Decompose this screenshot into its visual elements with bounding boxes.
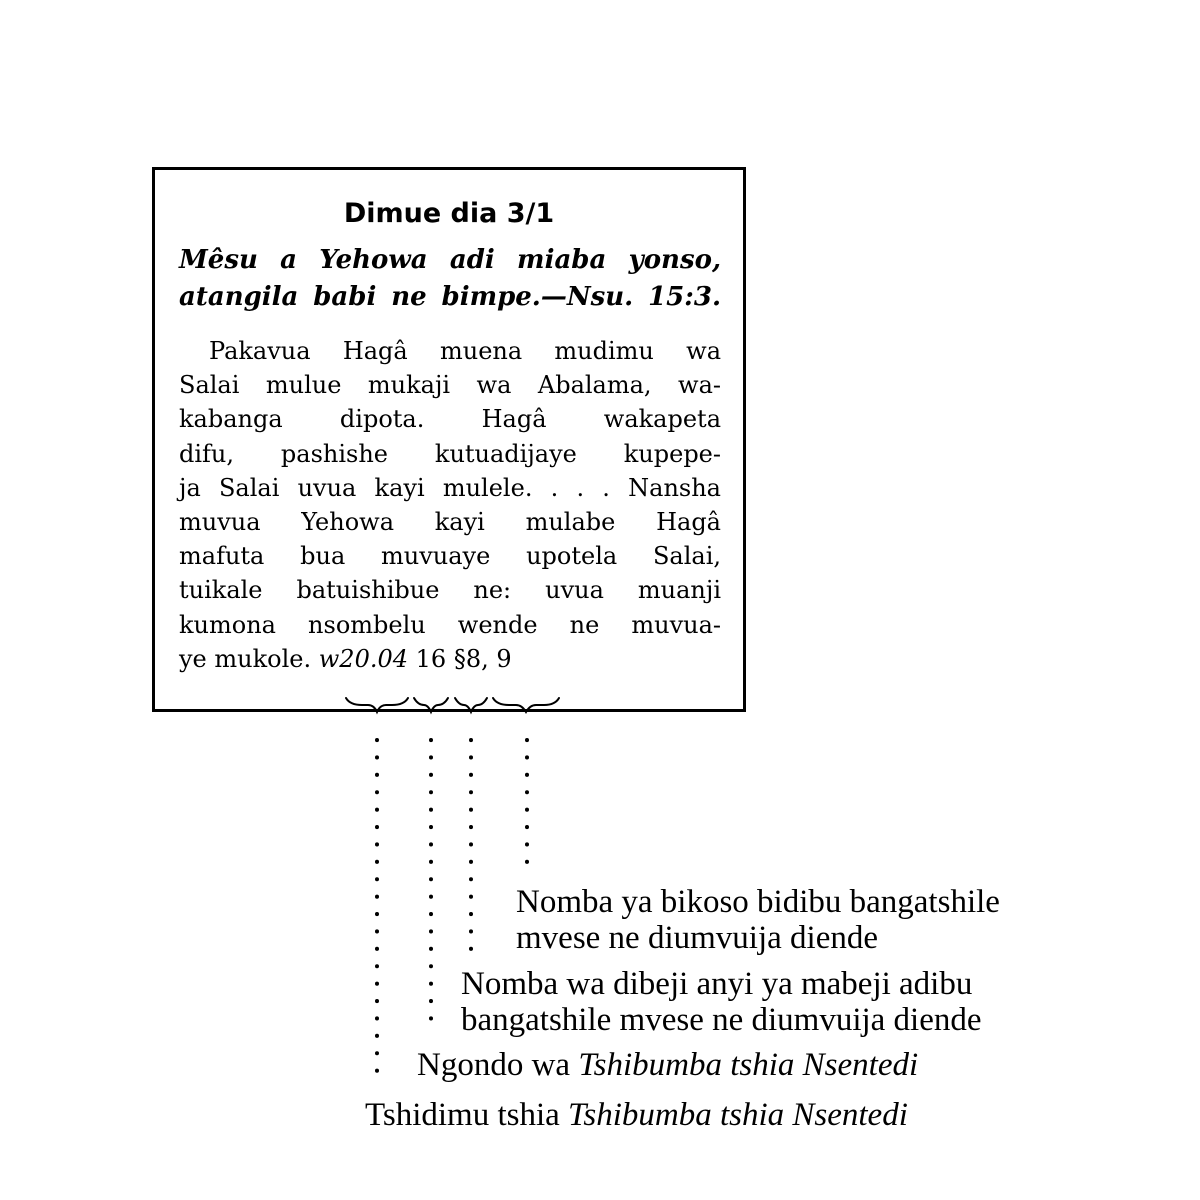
date-heading: Dimue dia 3/1: [343, 198, 555, 229]
paragraph-line: Pakavua Hagâ muena mudimu wa: [209, 337, 721, 365]
paragraph-line: kabanga dipota. Hagâ wakapeta: [179, 405, 721, 434]
label-issue: Ngondo wa Tshibumba tshia Nsentedi: [417, 1047, 919, 1083]
paragraph-line: tuikale batuishibue ne: uvua muanji: [179, 576, 721, 605]
paragraph-brace: [493, 698, 559, 712]
paragraph-line: muvua Yehowa kayi mulabe Hagâ: [179, 508, 721, 537]
issue-brace: [414, 698, 448, 712]
reference-publication: w20.: [318, 644, 378, 673]
paragraph-line: ja Salai uvua kayi mulele. . . . Nansha: [179, 473, 721, 502]
reference-paragraphs: §8, 9: [453, 644, 512, 673]
reference-issue: 04: [377, 644, 409, 673]
reference-page: 16: [415, 644, 447, 673]
paragraph-line: difu, pashishe kutuadijaye kupepe-: [179, 439, 721, 468]
publication-brace: [346, 698, 408, 712]
verse-line: atangila babi ne bimpe.—Nsu. 15:3.: [179, 282, 721, 312]
paragraph-line: kumona nsombelu wende ne muvua-: [179, 610, 721, 639]
label-paragraph-number: Nomba ya bikoso bidibu bangatshile mvese ne diumvuija diende: [516, 884, 1000, 956]
last-line-text: ye mukole.: [179, 644, 312, 673]
verse-line: Mêsu a Yehowa adi miaba yonso,: [179, 245, 721, 275]
paragraph-line: Salai mulue mukaji wa Abalama, wa-: [179, 371, 721, 400]
paragraph-line: mafuta bua muvuaye upotela Salai,: [179, 542, 721, 571]
page-brace: [455, 698, 487, 712]
label-publication: Tshidimu tshia Tshibumba tshia Nsentedi: [365, 1097, 908, 1133]
label-page-number: Nomba wa dibeji anyi ya mabeji adibu bangatshile mvese ne diumvuija diende: [461, 966, 982, 1038]
